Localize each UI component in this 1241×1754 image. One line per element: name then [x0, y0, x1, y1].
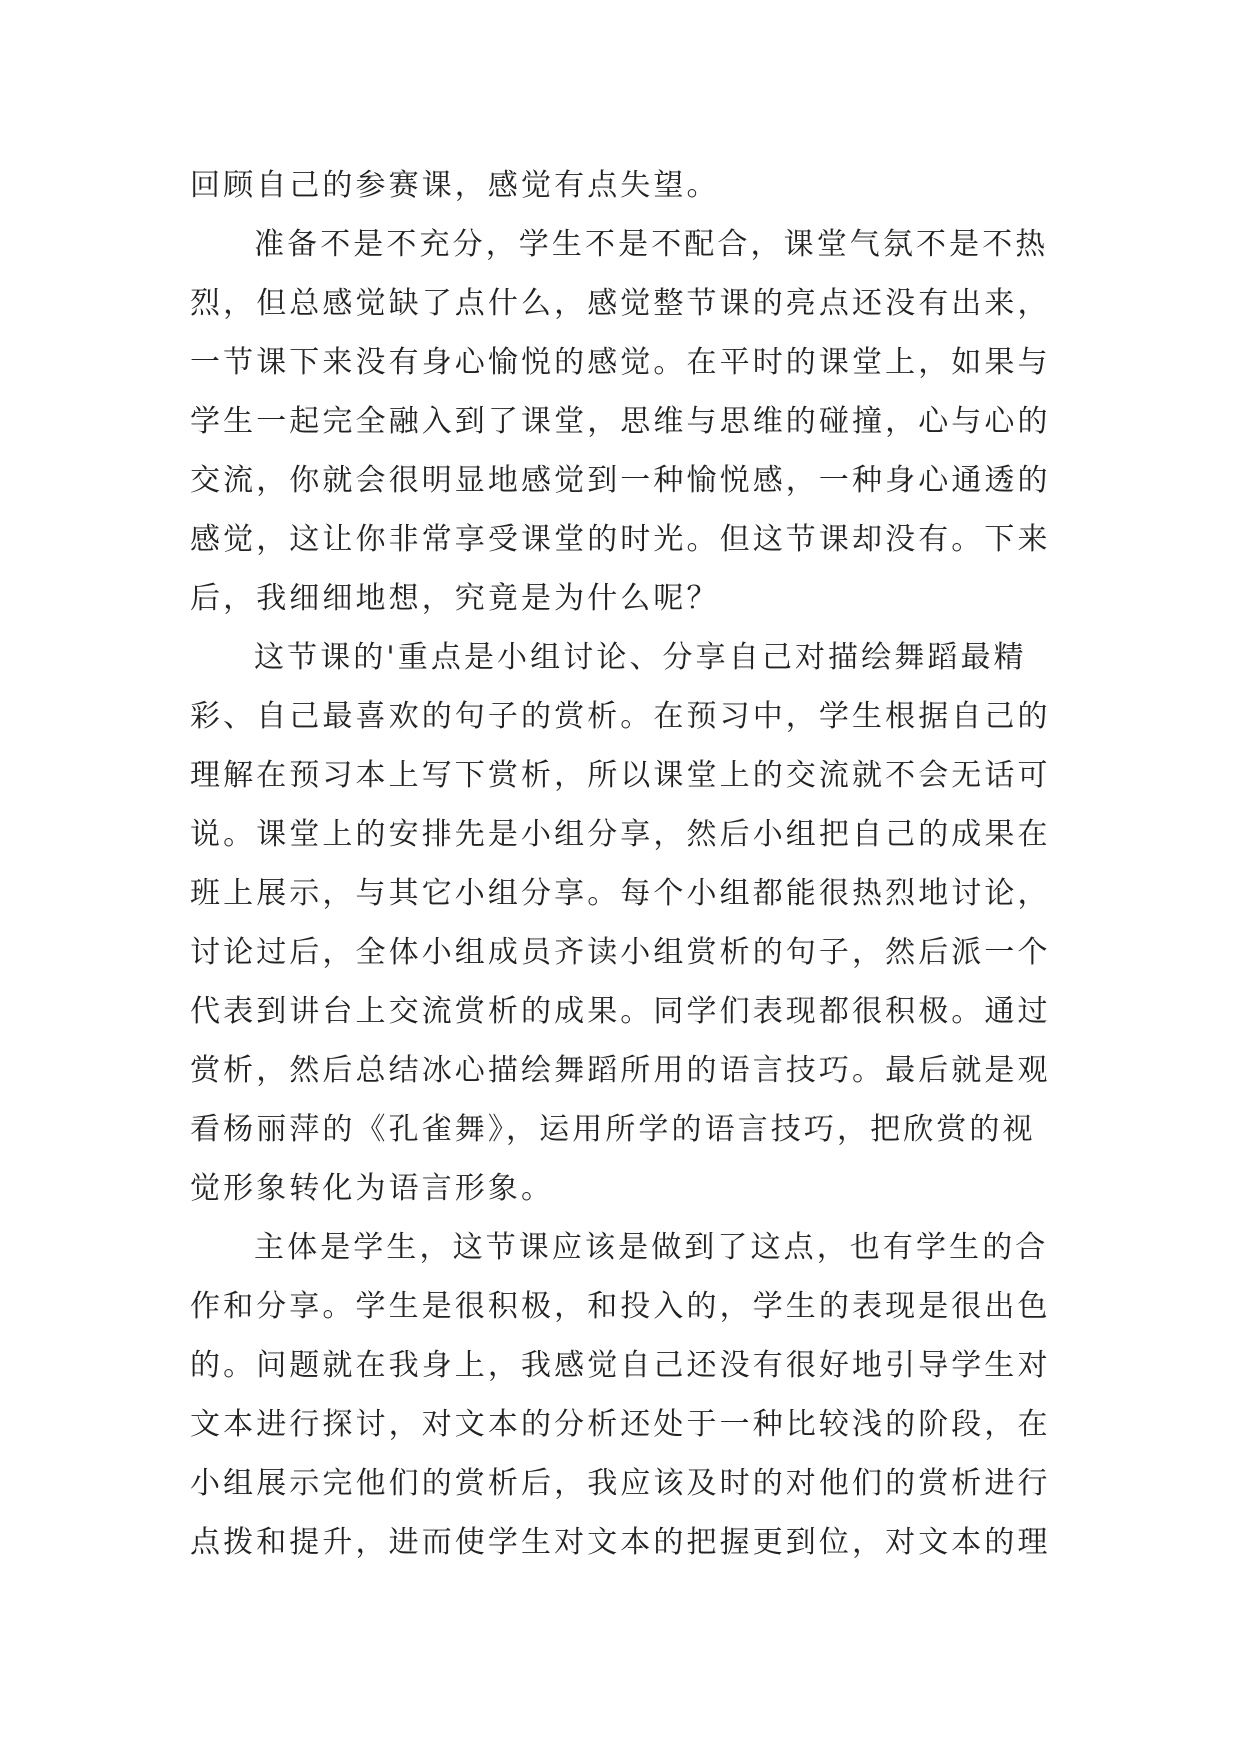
text-line: 理解在预习本上写下赏析，所以课堂上的交流就不会无话可 — [190, 758, 1051, 793]
text-line: 说。课堂上的安排先是小组分享，然后小组把自己的成果在 — [190, 817, 1051, 852]
body-text — [190, 156, 1050, 1572]
text-line: 的。问题就在我身上，我感觉自己还没有很好地引导学生对 — [190, 1348, 1051, 1383]
text-line: 小组展示完他们的赏析后，我应该及时的对他们的赏析进行 — [190, 1466, 1051, 1501]
text-line: 交流，你就会很明显地感觉到一种愉悦感，一种身心通透的 — [190, 463, 1051, 498]
text-line: 赏析，然后总结冰心描绘舞蹈所用的语言技巧。最后就是观 — [190, 1053, 1051, 1088]
text-line: 作和分享。学生是很积极，和投入的，学生的表现是很出色 — [190, 1289, 1051, 1324]
text-line: 一节课下来没有身心愉悦的感觉。在平时的课堂上，如果与 — [190, 345, 1051, 380]
text-line: 讨论过后，全体小组成员齐读小组赏析的句子，然后派一个 — [190, 935, 1051, 970]
text-line: 文本进行探讨，对文本的分析还处于一种比较浅的阶段，在 — [190, 1407, 1051, 1442]
text-line: 烈，但总感觉缺了点什么，感觉整节课的亮点还没有出来， — [190, 286, 1051, 321]
text-line: 彩、自己最喜欢的句子的赏析。在预习中，学生根据自己的 — [190, 699, 1051, 734]
text-line: 代表到讲台上交流赏析的成果。同学们表现都很积极。通过 — [190, 994, 1051, 1029]
text-line: 点拨和提升，进而使学生对文本的把握更到位，对文本的理 — [190, 1525, 1051, 1560]
text-line: 学生一起完全融入到了课堂，思维与思维的碰撞，心与心的 — [190, 404, 1051, 439]
text-line: 看杨丽萍的《孔雀舞》，运用所学的语言技巧，把欣赏的视 — [190, 1112, 1036, 1147]
text-line: 主体是学生，这节课应该是做到了这点，也有学生的合 — [254, 1230, 1049, 1265]
text-line: 感觉，这让你非常享受课堂的时光。但这节课却没有。下来 — [190, 522, 1051, 557]
text-line: 班上展示，与其它小组分享。每个小组都能很热烈地讨论， — [190, 876, 1051, 911]
text-line: 觉形象转化为语言形象。 — [190, 1171, 555, 1206]
text-line: 这节课的'重点是小组讨论、分享自己对描绘舞蹈最精 — [254, 640, 1027, 675]
text-line: 准备不是不充分，学生不是不配合，课堂气氛不是不热 — [254, 227, 1049, 262]
text-line: 回顾自己的参赛课，感觉有点失望。 — [190, 168, 720, 203]
text-line: 后，我细细地想，究竟是为什么呢？ — [190, 581, 720, 616]
